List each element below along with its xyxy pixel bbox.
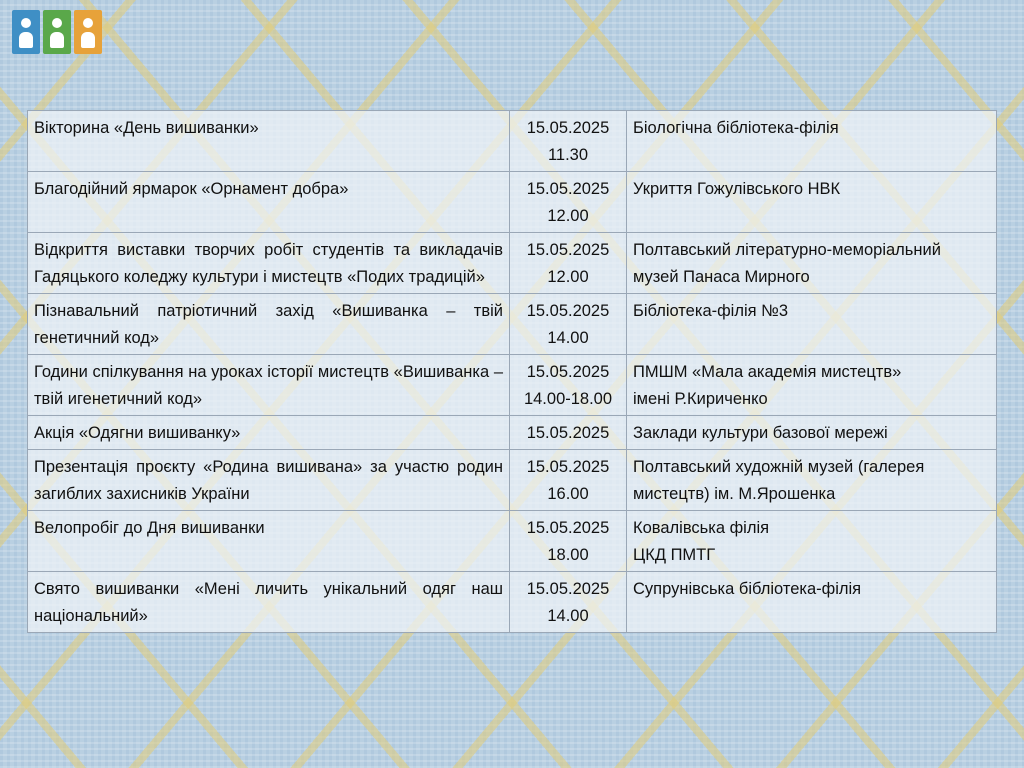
event-name: Відкриття виставки творчих робіт студентів та викладачів Гадяцького коледжу культури і мистецтв «Подих традицій»: [28, 233, 510, 294]
event-name: Пізнавальний патріотичний захід «Вишиванка – твій генетичний код»: [28, 294, 510, 355]
event-name: Вікторина «День вишиванки»: [28, 111, 510, 172]
event-name: Години спілкування на уроках історії мистецтв «Вишиванка – твій игенетичний код»: [28, 355, 510, 416]
events-table: [27, 110, 997, 633]
table-row: [28, 572, 997, 633]
event-name: Презентація проєкту «Родина вишивана» за участю родин загиблих захисників України: [28, 450, 510, 511]
event-datetime: 15.05.2025 12.00: [510, 233, 627, 294]
event-datetime: 15.05.2025: [510, 416, 627, 450]
event-place: Заклади культури базової мережі: [627, 416, 997, 450]
event-datetime: 15.05.2025 14.00: [510, 572, 627, 633]
event-datetime: 15.05.2025 14.00-18.00: [510, 355, 627, 416]
event-place: ПМШМ «Мала академія мистецтв» імені Р.Кириченко: [627, 355, 997, 416]
event-name: Акція «Одягни вишиванку»: [28, 416, 510, 450]
event-place: Полтавський літературно-меморіальний музей Панаса Мирного: [627, 233, 997, 294]
table-row: [28, 450, 997, 511]
event-datetime: 15.05.2025 16.00: [510, 450, 627, 511]
event-name: Свято вишиванки «Мені личить унікальний одяг наш національний»: [28, 572, 510, 633]
table-row: [28, 294, 997, 355]
event-datetime: 15.05.2025 18.00: [510, 511, 627, 572]
event-datetime: 15.05.2025 12.00: [510, 172, 627, 233]
table-row: [28, 172, 997, 233]
logo-figure-orange: [74, 10, 102, 54]
table-row: [28, 416, 997, 450]
table-row: [28, 511, 997, 572]
table-row: [28, 233, 997, 294]
event-place: Ковалівська філія ЦКД ПМТГ: [627, 511, 997, 572]
event-place: Бібліотека-філія №3: [627, 294, 997, 355]
table-row: [28, 355, 997, 416]
logo: [12, 10, 102, 54]
event-place: Біологічна бібліотека-філія: [627, 111, 997, 172]
events-table-container: [27, 110, 997, 633]
event-name: Благодійний ярмарок «Орнамент добра»: [28, 172, 510, 233]
event-datetime: 15.05.2025 11.30: [510, 111, 627, 172]
event-place: Укриття Гожулівського НВК: [627, 172, 997, 233]
table-row: [28, 111, 997, 172]
event-name: Велопробіг до Дня вишиванки: [28, 511, 510, 572]
logo-figure-green: [43, 10, 71, 54]
event-place: Полтавський художній музей (галерея мистецтв) ім. М.Ярошенка: [627, 450, 997, 511]
event-place: Супрунівська бібліотека-філія: [627, 572, 997, 633]
logo-figure-blue: [12, 10, 40, 54]
event-datetime: 15.05.2025 14.00: [510, 294, 627, 355]
